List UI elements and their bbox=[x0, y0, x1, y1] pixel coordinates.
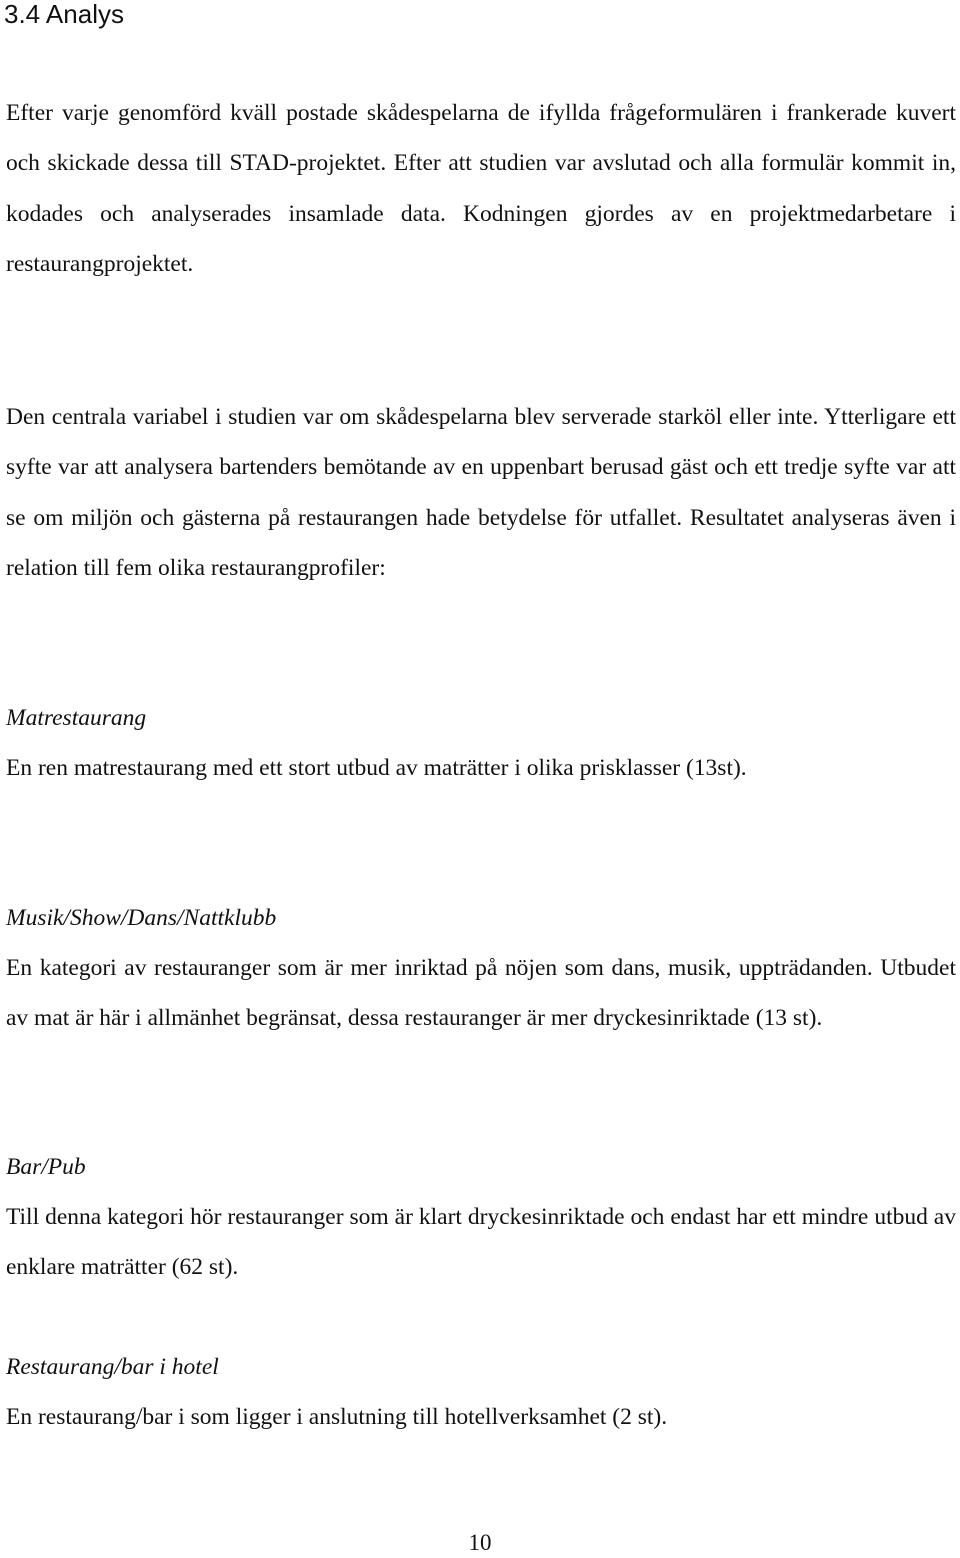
profile-title: Musik/Show/Dans/Nattklubb bbox=[6, 905, 277, 931]
profile-title: Restaurang/bar i hotel bbox=[6, 1354, 219, 1380]
profile-title: Bar/Pub bbox=[6, 1154, 86, 1180]
page-number: 10 bbox=[468, 1530, 492, 1555]
section-heading: 3.4 Analys bbox=[4, 0, 124, 29]
profile-description: En kategori av restauranger som är mer inriktad på nöjen som dans, musik, uppträdanden. Utbudet av mat är här i allmänhet begränsat, dessa restauranger är mer dryckesinriktade (13 st). bbox=[6, 955, 956, 1032]
paragraph-method: Efter varje genomförd kväll postade skådespelarna de ifyllda frågeformulären i frankerade kuvert och skickade dessa till STAD-projektet. Efter att studien var avslutad och alla formulär kommit in, kodades och analyserades insamlade data. Kodningen gjordes av en projektmedarbetare i restaurangprojektet. bbox=[6, 100, 956, 278]
profile-title: Matrestaurang bbox=[6, 705, 147, 731]
profile-description: En restaurang/bar i som ligger i anslutning till hotellverksamhet (2 st). bbox=[6, 1404, 668, 1430]
paragraph-variables: Den centrala variabel i studien var om skådespelarna blev serverade starköl eller inte. Ytterligare ett syfte var att analysera bartenders bemötande av en uppenbart berusad gäst och ett tredje syfte var att se om miljön och gästerna på restaurangen hade betydelse för utfallet. Resultatet analyseras även i relation till fem olika restaurangprofiler: bbox=[6, 404, 956, 582]
profile-description: En ren matrestaurang med ett stort utbud av maträtter i olika prisklasser (13st). bbox=[6, 755, 747, 781]
profile-description: Till denna kategori hör restauranger som är klart dryckesinriktade och endast har ett mindre utbud av enklare maträtter (62 st). bbox=[6, 1204, 956, 1281]
